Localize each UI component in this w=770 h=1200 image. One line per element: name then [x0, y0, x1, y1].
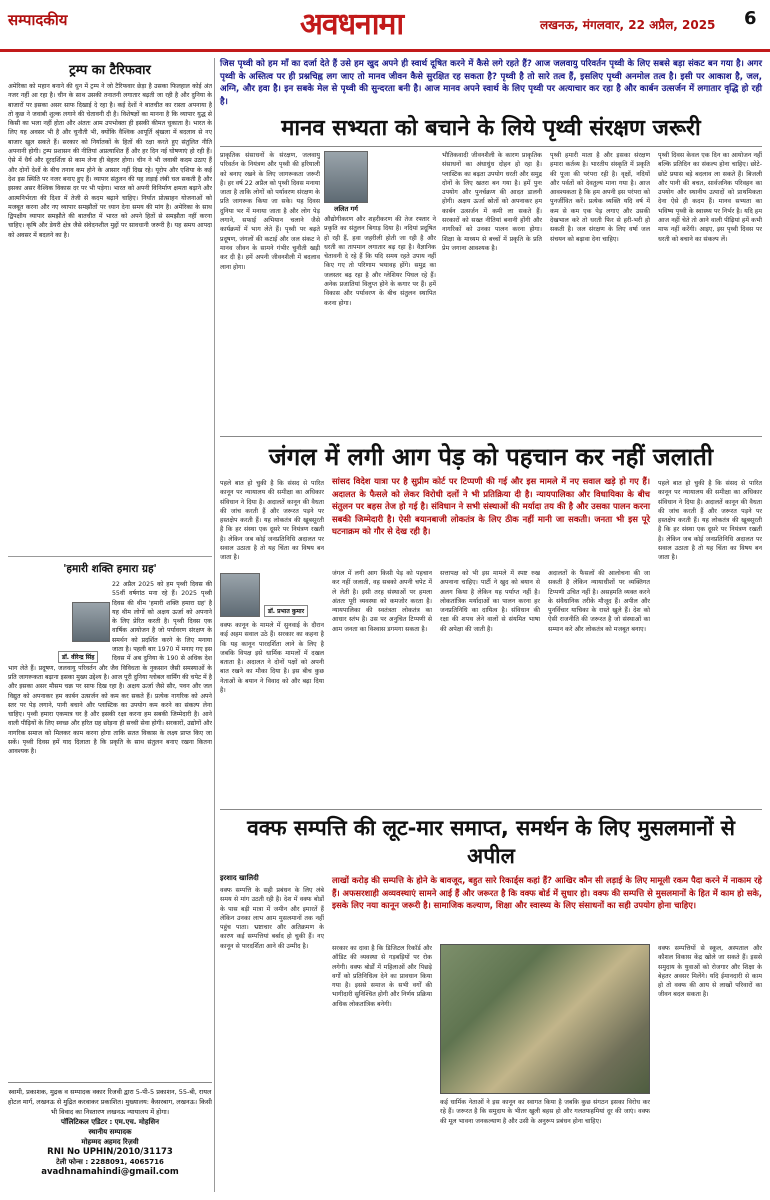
rni-number: RNI No UPHIN/2010/31173	[47, 1147, 173, 1157]
main-content	[220, 58, 762, 1182]
story1-author: ललित गर्ग	[324, 204, 368, 213]
left-column	[8, 58, 212, 1192]
local-editor-name: मोहम्मद अहमद रिज़वी	[81, 1138, 139, 1146]
political-editor: पॉलिटिकल एडिटर : एम.एच. मोहसिन	[60, 1118, 159, 1126]
column-author-tag: डॉ. वीरेन्द्र सिंह	[58, 651, 98, 663]
column-divider	[214, 58, 215, 1192]
column-box-body: 22 अप्रैल 2025 को हम पृथ्वी दिवस की 55वीं वर्षगांठ मना रहे हैं। 2025 पृथ्वी दिवस की थीम 'हमारी शक्ति हमारा ग्रह' है यह थीम लोगों को अक्षय ऊर्जा को अपनाने के लिए प्रेरित करती है। पृथ्वी दिवस एक वार्षिक आयोजन है जो पर्यावरण संरक्षण के समर्थन को प्रदर्शित करने के लिए मनाया जाता है। पहली बार 1970 में मनाए गए इस दिवस में अब दुनिया के 190 से अधिक देश भाग लेते हैं। प्रदूषण, जलवायु परिवर्तन और जैव विविधता के नुकसान जैसी समस्याओं के प्रति जागरूकता बढ़ाना इसका मुख्य उद्देश्य है। आज पूरी दुनिया ग्लोबल वार्मिंग की चपेट में है और इसका असर मौसम चक्र पर साफ दिख रहा है। अक्षय ऊर्जा जैसे सौर, पवन और जल विद्युत को अपनाकर हम कार्बन उत्सर्जन को कम कर सकते हैं। प्रत्येक नागरिक को अपने स्तर पर पेड़ लगाने, पानी बचाने और प्लास्टिक का उपयोग कम करने का संकल्प लेना चाहिए। पृथ्वी हमारा एकमात्र घर है और इसकी रक्षा करना हम सबकी जिम्मेदारी है। आने वाली पीढ़ियों के लिए स्वच्छ और हरित ग्रह छोड़ना ही सच्ची सेवा होगी। सरकारों, उद्योगों और नागरिक समाज को मिलकर काम करना होगा ताकि सतत विकास के लक्ष्य प्राप्त किए जा सकें। पृथ्वी दिवस हमें याद दिलाता है कि प्रकृति के साथ संतुलन बनाए रखना कितना आवश्यक है।	[8, 581, 212, 756]
divider	[220, 146, 762, 147]
story-forest-fire	[220, 437, 762, 809]
page-number: 6	[744, 8, 757, 29]
story2-col1-cont: वक्फ कानून के मामले में सुनवाई के दौरान कई अहम सवाल उठे हैं। सरकार का कहना है कि यह कानून पारदर्शिता लाने के लिए है जबकि विपक्ष इसे धार्मिक मामलों में दखल बताता है। अदालत ने दोनों पक्षों को अपनी बात रखने का मौका दिया है। इस बीच कुछ नेताओं के बयान ने विवाद को और बढ़ा दिया है।	[220, 622, 324, 695]
story1-col3: भौतिकवादी जीवनशैली के कारण प्राकृतिक संसाधनों का अंधाधुंध दोहन हो रहा है। प्लास्टिक का बढ़ता उपयोग धरती और समुद्र दोनों के लिए खतरा बन गया है। हमें पुनः उपयोग और पुनर्चक्रण की आदत डालनी होगी। अक्षय ऊर्जा स्रोतों को अपनाकर हम कार्बन उत्सर्जन में कमी ला सकते हैं। सरकारों को सख्त नीतियां बनानी होंगी और नागरिकों को उनका पालन करना होगा। शिक्षा के माध्यम से बच्चों में प्रकृति के प्रति प्रेम जगाना आवश्यक है।	[442, 152, 542, 252]
story1-col4: पृथ्वी हमारी माता है और इसका संरक्षण हमारा कर्तव्य है। भारतीय संस्कृति में प्रकृति की पूजा की परंपरा रही है। वृक्षों, नदियों और पर्वतों को देवतुल्य माना गया है। आज आवश्यकता है कि हम अपनी इस परंपरा को पुनर्जीवित करें। प्रत्येक व्यक्ति यदि वर्ष में कम से कम एक पेड़ लगाए और उसकी देखभाल करे तो धरती फिर से हरी-भरी हो सकती है। जल संरक्षण के लिए वर्षा जल संचयन को बढ़ावा देना चाहिए।	[550, 152, 650, 243]
column-box	[8, 580, 212, 1100]
story3-col1: वक्फ सम्पत्ति के सही प्रबंधन के लिए लंबे समय से मांग उठती रही है। देश में वक्फ बोर्डों के पास बड़ी मात्रा में जमीन और इमारतें हैं लेकिन उनका लाभ आम मुसलमानों तक नहीं पहुंच पाता। भ्रष्टाचार और अतिक्रमण के कारण कई सम्पत्तियां बर्बाद हो चुकी हैं। नए कानून से पारदर्शिता आने की उम्मीद है।	[220, 887, 324, 950]
parliament-photo	[440, 944, 650, 1094]
story-waqf	[220, 810, 762, 1182]
phone-numbers: टेली फोन्स : 2288091, 4065716	[56, 1158, 164, 1166]
story2-col5: अदालतों के फैसलों की आलोचना की जा सकती है लेकिन न्यायाधीशों पर व्यक्तिगत टिप्पणी उचित नहीं है। असहमति व्यक्त करने के संवैधानिक तरीके मौजूद हैं। अपील और पुनर्विचार याचिका के रास्ते खुले हैं। देश को ऐसी राजनीति की जरूरत है जो संस्थाओं का सम्मान करे और लोकतंत्र को मजबूत बनाए।	[548, 570, 650, 633]
story2-author: डॉ. प्रभात कुमार	[264, 605, 308, 617]
editorial-title: ट्रम्प का टैरिफवार	[69, 63, 151, 78]
story-earth-day	[220, 58, 762, 436]
story2-col4: सत्तापक्ष को भी इस मामले में स्पष्ट रुख अपनाना चाहिए। पार्टी ने खुद को बयान से अलग किया है लेकिन यह पर्याप्त नहीं है। लोकतांत्रिक मर्यादाओं का पालन करना हर जनप्रतिनिधि का दायित्व है। संविधान की रक्षा की शपथ लेने वालों से संयमित भाषा की अपेक्षा की जाती है।	[440, 570, 540, 633]
story2-col3: जंगल में लगी आग किसी पेड़ को पहचान कर नहीं जलाती, वह सबको अपनी चपेट में ले लेती है। इसी तरह संस्थाओं पर हमला अंततः पूरी व्यवस्था को कमजोर करता है। न्यायपालिका की स्वतंत्रता लोकतंत्र का आधार स्तंभ है। उस पर अनुचित टिप्पणी से आम जनता का विश्वास डगमगा सकता है।	[332, 570, 432, 633]
story2-author-photo	[220, 573, 260, 617]
email-link[interactable]: avadhnamahindi@gmail.com	[41, 1167, 179, 1177]
story3-col2: सरकार का दावा है कि डिजिटल रिकॉर्ड और ऑडिट की व्यवस्था से गड़बड़ियों पर रोक लगेगी। वक्फ बोर्डों में महिलाओं और पिछड़े वर्गों को प्रतिनिधित्व देने का प्रावधान किया गया है। इससे समाज के सभी वर्गों की भागीदारी सुनिश्चित होगी और निर्णय प्रक्रिया अधिक लोकतांत्रिक बनेगी।	[332, 945, 432, 1008]
local-editor-label: स्थानीय सम्पादक	[88, 1128, 132, 1136]
section-label: सम्पादकीय	[8, 11, 68, 29]
story2-headline[interactable]: जंगल में लगी आग पेड़ को पहचान कर नहीं जलाती	[268, 443, 714, 471]
story1-author-photo	[324, 151, 368, 203]
story3-headline[interactable]: वक्फ सम्पत्ति की लूट-मार समाप्त, समर्थन के लिए मुसलमानों से अपील	[247, 816, 735, 868]
story1-col1: प्राकृतिक संसाधनों के संरक्षण, जलवायु परिवर्तन के नियंत्रण और पृथ्वी की हरियाली को बनाए रखने के लिए जागरूकता जरूरी है। हर वर्ष 22 अप्रैल को पृथ्वी दिवस मनाया जाता है ताकि लोगों को पर्यावरण संरक्षण के प्रति जागरूक किया जा सके। यह दिवस दुनिया भर में मनाया जाता है और लोग पेड़ लगाने, सफाई अभियान चलाने जैसे कार्यक्रमों में भाग लेते हैं। पृथ्वी पर बढ़ते प्रदूषण, जंगलों की कटाई और जल संकट ने मानव जीवन के सामने गंभीर चुनौती खड़ी कर दी है। हमें अपनी जीवनशैली में बदलाव लाना होगा।	[220, 152, 320, 271]
story3-blurb: लाखों करोड़ की सम्पत्ति के होने के बावजूद, बहुत सारे रिकार्ड्स कहां हैं? आखिर कौन सी लड़ाई के लिए मामूली रकम पैदा करने में नाकाम रहे हैं। अफसरशाही अव्यवस्थाएं सामने आई हैं और जरूरत है कि वक्फ बोर्ड में सुधार हो। वक्फ की सम्पत्ति से मुसलमानों के हित में काम हो सके, इसके लिए नया कानून जरूरी है। सामाजिक कल्याण, शिक्षा और स्वास्थ्य के लिए संसाधनों का सही उपयोग होना चाहिए।	[332, 875, 762, 910]
story2-blurb: सांसद विदेश यात्रा पर है सुप्रीम कोर्ट पर टिप्पणी की गई और इस मामले में नए सवाल खड़े हो गए हैं। अदालत के फैसले को लेकर विरोधी दलों ने भी प्रतिक्रिया दी है। न्यायपालिका और विधायिका के बीच संतुलन पर बहस तेज हो गई है। संविधान ने सभी संस्थाओं की मर्यादा तय की है और उसका पालन करना सबकी जिम्मेदारी है। ऐसी बयानबाजी लोकतंत्र के लिए ठीक नहीं मानी जा सकती। जनता भी इस पूरे घटनाक्रम को गौर से देख रही है।	[332, 476, 650, 536]
story2-col1: पहले बात हो चुकी है कि संसद से पारित कानून पर न्यायालय की समीक्षा का अधिकार संविधान ने दिया है। अदालतें कानून की वैधता की जांच करती हैं और जरूरत पड़ने पर हस्तक्षेप करती हैं। यह लोकतंत्र की खूबसूरती है कि हर संस्था एक दूसरे पर नियंत्रण रखती है। लेकिन जब कोई जनप्रतिनिधि अदालत पर सवाल उठाता है तो यह चिंता का विषय बन जाता है।	[220, 480, 324, 562]
editorial-body: अमेरिका को महान बनाने की धुन में ट्रम्प ने जो टैरिफवार छेड़ा है उसका फिलहाल कोई अंत नजर नहीं आ रहा है। चीन के साथ उसकी तनातनी लगातार बढ़ती जा रही है और दुनिया के बाजारों पर इसका असर साफ दिखाई दे रहा है। कई देशों ने बातचीत का रास्ता अपनाया है तो कुछ ने जवाबी शुल्क लगाने की चेतावनी दी है। विशेषज्ञों का मानना है कि व्यापार युद्ध से किसी का भला नहीं होता और अंततः आम उपभोक्ता ही इसकी कीमत चुकाता है। भारत के लिए यह अवसर भी है और चुनौती भी, क्योंकि वैश्विक आपूर्ति श्रृंखला में बदलाव से नए बाजार खुल सकते हैं। सरकार को निर्यातकों के हितों की रक्षा करते हुए संतुलित नीति अपनानी होगी। ट्रम्प प्रशासन की नीतियां अप्रत्याशित हैं और हर दिन नई घोषणाएं हो रही हैं। ऐसे में धैर्य और दूरदर्शिता से काम लेना ही बेहतर होगा। चीन ने भी जवाबी कदम उठाए हैं और दोनों देशों के बीच तनाव कम होने के आसार नहीं दिख रहे। यूरोप और एशिया के कई देश इस स्थिति पर नजर बनाए हुए हैं। व्यापार संतुलन की यह लड़ाई लंबी चल सकती है और इसका असर वैश्विक विकास दर पर भी पड़ेगा। भारत को अपनी विनिर्माण क्षमता बढ़ाने और आत्मनिर्भरता की दिशा में तेजी से कदम बढ़ाने चाहिए। निर्यात प्रोत्साहन योजनाओं को मजबूत करना और नए व्यापार समझौतों पर ध्यान देना समय की मांग है। अमेरिका के साथ द्विपक्षीय व्यापार समझौते की बातचीत में भारत को अपने हितों से समझौता नहीं करना चाहिए। कृषि और डेयरी क्षेत्र जैसे संवेदनशील मुद्दों पर सावधानी जरूरी है। यह समय आपदा को अवसर में बदलने का है।	[8, 83, 212, 239]
logo-text: अवधनामा	[300, 7, 404, 42]
column-box-title: 'हमारी शक्ति हमारा ग्रह'	[8, 556, 212, 576]
dateline: लखनऊ, मंगलवार, 22 अप्रैल, 2025	[540, 18, 716, 32]
imprint	[8, 1082, 212, 1177]
story2-col6: पहले बात हो चुकी है कि संसद से पारित कानून पर न्यायालय की समीक्षा का अधिकार संविधान ने दिया है। अदालतें कानून की वैधता की जांच करती हैं और जरूरत पड़ने पर हस्तक्षेप करती हैं। यह लोकतंत्र की खूबसूरती है कि हर संस्था एक दूसरे पर नियंत्रण रखती है। लेकिन जब कोई जनप्रतिनिधि अदालत पर सवाल उठाता है तो यह चिंता का विषय बन जाता है।	[658, 480, 762, 562]
story1-headline[interactable]: मानव सभ्यता को बचाने के लिये पृथ्वी संरक्षण जरूरी	[281, 116, 701, 141]
story1-col5: पृथ्वी दिवस केवल एक दिन का आयोजन नहीं बल्कि प्रतिदिन का संकल्प होना चाहिए। छोटे-छोटे प्रयास बड़े बदलाव ला सकते हैं। बिजली और पानी की बचत, सार्वजनिक परिवहन का उपयोग और स्थानीय उत्पादों को प्राथमिकता देना ऐसे ही कदम हैं। मानव सभ्यता का भविष्य पृथ्वी के स्वास्थ्य पर निर्भर है। यदि हम आज नहीं चेते तो आने वाली पीढ़ियां हमें कभी माफ नहीं करेंगी। आइए, इस पृथ्वी दिवस पर धरती को बचाने का संकल्प लें।	[658, 152, 762, 243]
story1-col2: औद्योगीकरण और शहरीकरण की तेज रफ्तार ने प्रकृति का संतुलन बिगाड़ दिया है। नदियां प्रदूषित हो रही हैं, हवा जहरीली होती जा रही है और धरती का तापमान लगातार बढ़ रहा है। वैज्ञानिक चेतावनी दे रहे हैं कि यदि समय रहते उपाय नहीं किए गए तो परिणाम भयावह होंगे। समुद्र का जलस्तर बढ़ रहा है और ग्लेशियर पिघल रहे हैं। अनेक प्रजातियां विलुप्त होने के कगार पर हैं। हमें विकास और पर्यावरण के बीच संतुलन स्थापित करना होगा।	[324, 216, 436, 307]
story3-col3: कई धार्मिक नेताओं ने इस कानून का स्वागत किया है जबकि कुछ संगठन इसका विरोध कर रहे हैं। जरूरत है कि समुदाय के भीतर खुली बहस हो और गलतफहमियां दूर की जाएं। वक्फ की मूल भावना जनकल्याण है और उसी के अनुरूप प्रबंधन होना चाहिए।	[440, 1099, 650, 1125]
story3-col4: वक्फ सम्पत्तियों से स्कूल, अस्पताल और कौशल विकास केंद्र खोले जा सकते हैं। इससे समुदाय के युवाओं को रोजगार और शिक्षा के बेहतर अवसर मिलेंगे। यदि ईमानदारी से काम हो तो वक्फ की आय से लाखों परिवारों का जीवन बदल सकता है।	[658, 945, 762, 999]
story3-author: इरशाद खालिदी	[220, 874, 259, 882]
imprint-line: स्वामी, प्रकाशक, मुद्रक व सम्पादक वकार रिजवी द्वारा 5-पी-5 प्रकाशन, 55-बी, रायल होटल मार्ग, लखनऊ से मुद्रित करवाकर प्रकाशित। मुख्यालय: कैसरबाग, लखनऊ। किसी भी विवाद का निस्तारण लखनऊ न्यायालय में होगा।	[8, 1088, 212, 1116]
newspaper-logo[interactable]	[300, 2, 490, 48]
masthead	[0, 0, 770, 52]
story1-blurb: जिस पृथ्वी को हम माँ का दर्जा देते हैं उसे हम खुद अपने ही स्वार्थ दूषित करने में कैसे लगे रहते हैं? आज जलवायु परिवर्तन पृथ्वी के लिए सबसे बड़ा संकट बन गया है। अगर पृथ्वी के अस्तित्व पर ही प्रश्नचिह्न लग जाए तो मानव जीवन कैसे सुरक्षित रह सकता है? पृथ्वी है तो सारे तत्व हैं, इसलिए पृथ्वी अनमोल तत्व है। इसी पर आकाश है, जल, अग्नि, और हवा है। इन सबके मेल से पृथ्वी की सुन्दरता बनी है। आज मानव अपने स्वार्थ के लिए पृथ्वी पर अत्याचार कर रहा है और कार्बन उत्सर्जन में लगातार वृद्धि हो रही है।	[220, 59, 762, 107]
